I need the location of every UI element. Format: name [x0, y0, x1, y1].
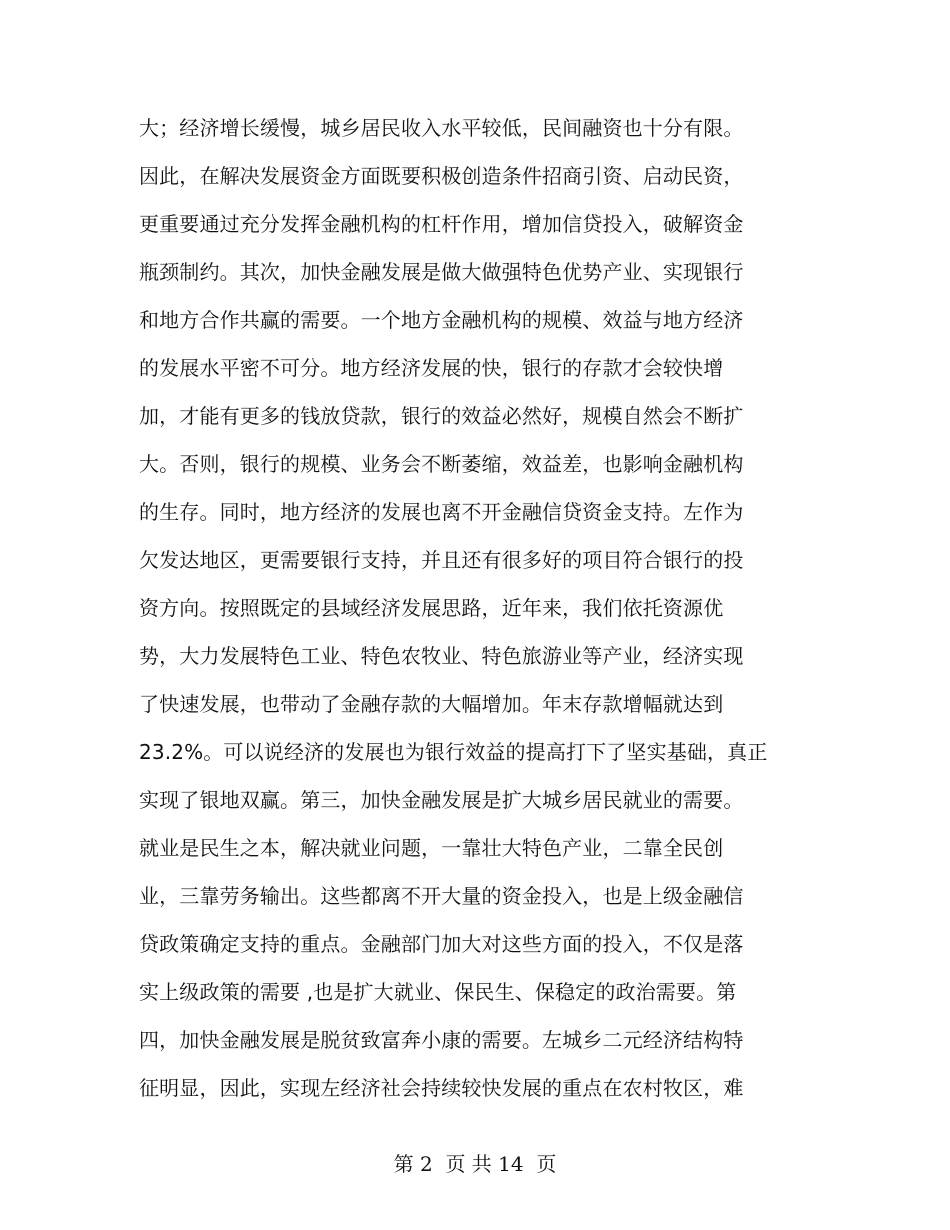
- paragraph-line: 加，才能有更多的钱放贷款，银行的效益必然好，规模自然会不断扩: [139, 404, 744, 428]
- paragraph-line: 更重要通过充分发挥金融机构的杠杆作用，增加信贷投入，破解资金: [139, 212, 744, 236]
- paragraph-line: 贷政策确定支持的重点。金融部门加大对这些方面的投入，不仅是落: [139, 932, 744, 956]
- paragraph-line: 业，三靠劳务输出。这些都离不开大量的资金投入，也是上级金融信: [139, 884, 744, 908]
- paragraph-line: 征明显，因此，实现左经济社会持续较快发展的重点在农村牧区，难: [139, 1076, 744, 1100]
- paragraph-line: 就业是民生之本，解决就业问题，一靠壮大特色产业，二靠全民创: [139, 836, 724, 860]
- paragraph-line: 瓶颈制约。其次，加快金融发展是做大做强特色优势产业、实现银行: [139, 260, 744, 284]
- paragraph-line: 了快速发展，也带动了金融存款的大幅增加。年末存款增幅就达到: [139, 692, 724, 716]
- paragraph-line: 实现了银地双赢。第三，加快金融发展是扩大城乡居民就业的需要。: [139, 788, 744, 812]
- paragraph-line: 欠发达地区，更需要银行支持，并且还有很多好的项目符合银行的投: [139, 548, 744, 572]
- paragraph-line: 实上级政策的需要 ,也是扩大就业、保民生、保稳定的政治需要。第: [139, 980, 737, 1004]
- paragraph-line: 因此，在解决发展资金方面既要积极创造条件招商引资、启动民资，: [139, 164, 744, 188]
- paragraph-line: 大。否则，银行的规模、业务会不断萎缩，效益差，也影响金融机构: [139, 452, 744, 476]
- paragraph-line: 的生存。同时，地方经济的发展也离不开金融信贷资金支持。左作为: [139, 500, 744, 524]
- paragraph-line: 的发展水平密不可分。地方经济发展的快，银行的存款才会较快增: [139, 356, 724, 380]
- paragraph-line: 势，大力发展特色工业、特色农牧业、特色旅游业等产业，经济实现: [139, 644, 744, 668]
- paragraph-line: 大；经济增长缓慢，城乡居民收入水平较低，民间融资也十分有限。: [139, 116, 744, 140]
- paragraph-line: 23.2%。可以说经济的发展也为银行效益的提高打下了坚实基础，真正: [139, 740, 768, 764]
- paragraph-line: 资方向。按照既定的县域经济发展思路，近年来，我们依托资源优: [139, 596, 724, 620]
- page-number-footer: 第 2 页 共 14 页: [393, 1152, 557, 1176]
- paragraph-line: 四，加快金融发展是脱贫致富奔小康的需要。左城乡二元经济结构特: [139, 1028, 744, 1052]
- paragraph-line: 和地方合作共赢的需要。一个地方金融机构的规模、效益与地方经济: [139, 308, 744, 332]
